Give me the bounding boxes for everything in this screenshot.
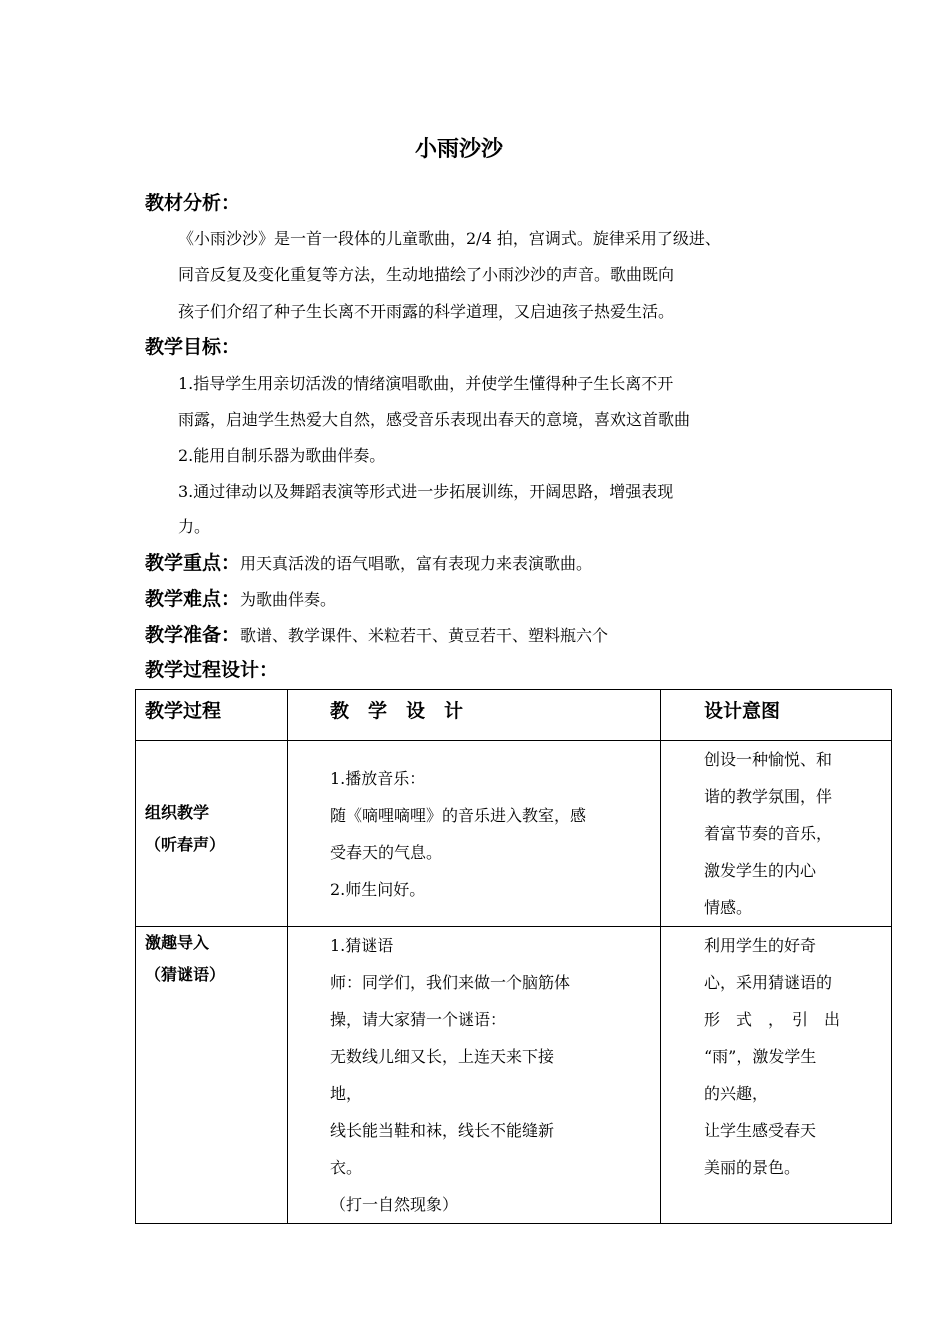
key-point-heading: 教学重点： <box>145 552 241 574</box>
intent-line: 着富节奏的音乐， <box>704 824 833 843</box>
stage-cell <box>136 927 288 1224</box>
difficulty-heading: 教学难点： <box>145 588 241 610</box>
design-line: 1.播放音乐： <box>330 769 426 788</box>
intent-line: 利用学生的好奇 <box>704 936 817 955</box>
goals-line-5: 力。 <box>178 517 211 536</box>
design-line: 线长能当鞋和袜，线长不能缝新 <box>330 1121 555 1140</box>
design-line: 无数线儿细又长，上连天来下接 <box>330 1047 555 1066</box>
goals-line-2: 雨露，启迪学生热爱大自然，感受音乐表现出春天的意境，喜欢这首歌曲 <box>178 410 691 429</box>
design-line: （打一自然现象） <box>330 1195 459 1214</box>
header-stage-label: 教学过程 <box>145 700 222 722</box>
key-point-text: 用天真活泼的语气唱歌，富有表现力来表演歌曲。 <box>240 554 593 573</box>
process-table <box>135 689 892 1224</box>
design-line: 地， <box>330 1084 363 1103</box>
goals-line-3: 2.能用自制乐器为歌曲伴奏。 <box>178 446 386 465</box>
header-cell-stage <box>136 690 288 741</box>
stage-subtitle: （听春声） <box>145 835 226 854</box>
intent-line: 情感。 <box>704 898 753 917</box>
intent-line: 激发学生的内心 <box>704 861 817 880</box>
design-line: 随《嘀哩嘀哩》的音乐进入教室，感 <box>330 806 587 825</box>
preparation-heading: 教学准备： <box>145 624 241 646</box>
preparation-text: 歌谱、教学课件、米粒若干、黄豆若干、塑料瓶六个 <box>240 626 609 645</box>
intent-line: 美丽的景色。 <box>704 1158 801 1177</box>
design-line: 衣。 <box>330 1158 363 1177</box>
design-cell <box>288 927 661 1224</box>
process-heading: 教学过程设计： <box>145 659 279 681</box>
analysis-heading: 教材分析： <box>145 192 241 214</box>
analysis-line-1: 《小雨沙沙》是一首一段体的儿童歌曲，2/4 拍，宫调式。旋律采用了级进、 <box>178 229 721 248</box>
goals-heading: 教学目标： <box>145 336 241 358</box>
stage-name: 激趣导入 <box>145 933 210 952</box>
design-line: 1.猜谜语 <box>330 936 394 955</box>
key-point-line <box>145 548 592 575</box>
intent-line: “雨”，激发学生 <box>704 1047 817 1066</box>
intent-line: 创设一种愉悦、和 <box>704 750 833 769</box>
stage-name: 组织教学 <box>145 803 210 822</box>
design-cell <box>288 741 661 927</box>
stage-cell <box>136 741 288 927</box>
table-header-row <box>136 690 892 741</box>
table-row <box>136 741 892 927</box>
intent-cell <box>661 741 892 927</box>
page-title: 小雨沙沙 <box>414 137 503 162</box>
header-cell-intent <box>661 690 892 741</box>
goals-line-1: 1.指导学生用亲切活泼的情绪演唱歌曲，并使学生懂得种子生长离不开 <box>178 374 674 393</box>
header-intent-label: 设计意图 <box>704 700 781 722</box>
intent-line: 让学生感受春天 <box>704 1121 817 1140</box>
design-line: 2.师生问好。 <box>330 880 426 899</box>
table-row <box>136 927 892 1224</box>
header-cell-design <box>288 690 661 741</box>
difficulty-line <box>145 584 336 611</box>
intent-cell <box>661 927 892 1224</box>
intent-line: 形 式 ， 引 出 <box>704 1010 841 1029</box>
intent-line: 的兴趣， <box>704 1084 769 1103</box>
design-line: 师：同学们，我们来做一个脑筋体 <box>330 973 571 992</box>
analysis-line-3: 孩子们介绍了种子生长离不开雨露的科学道理，又启迪孩子热爱生活。 <box>178 302 675 321</box>
preparation-line <box>145 620 608 647</box>
stage-subtitle: （猜谜语） <box>145 965 226 984</box>
design-line: 操，请大家猜一个谜语： <box>330 1010 507 1029</box>
intent-line: 心，采用猜谜语的 <box>704 973 833 992</box>
analysis-line-2: 同音反复及变化重复等方法，生动地描绘了小雨沙沙的声音。歌曲既向 <box>178 265 675 284</box>
goals-line-4: 3.通过律动以及舞蹈表演等形式进一步拓展训练，开阔思路，增强表现 <box>178 482 674 501</box>
header-design-label: 教 学 设 计 <box>330 700 464 722</box>
intent-line: 谐的教学氛围，伴 <box>704 787 833 806</box>
design-line: 受春天的气息。 <box>330 843 443 862</box>
difficulty-text: 为歌曲伴奏。 <box>240 590 337 609</box>
